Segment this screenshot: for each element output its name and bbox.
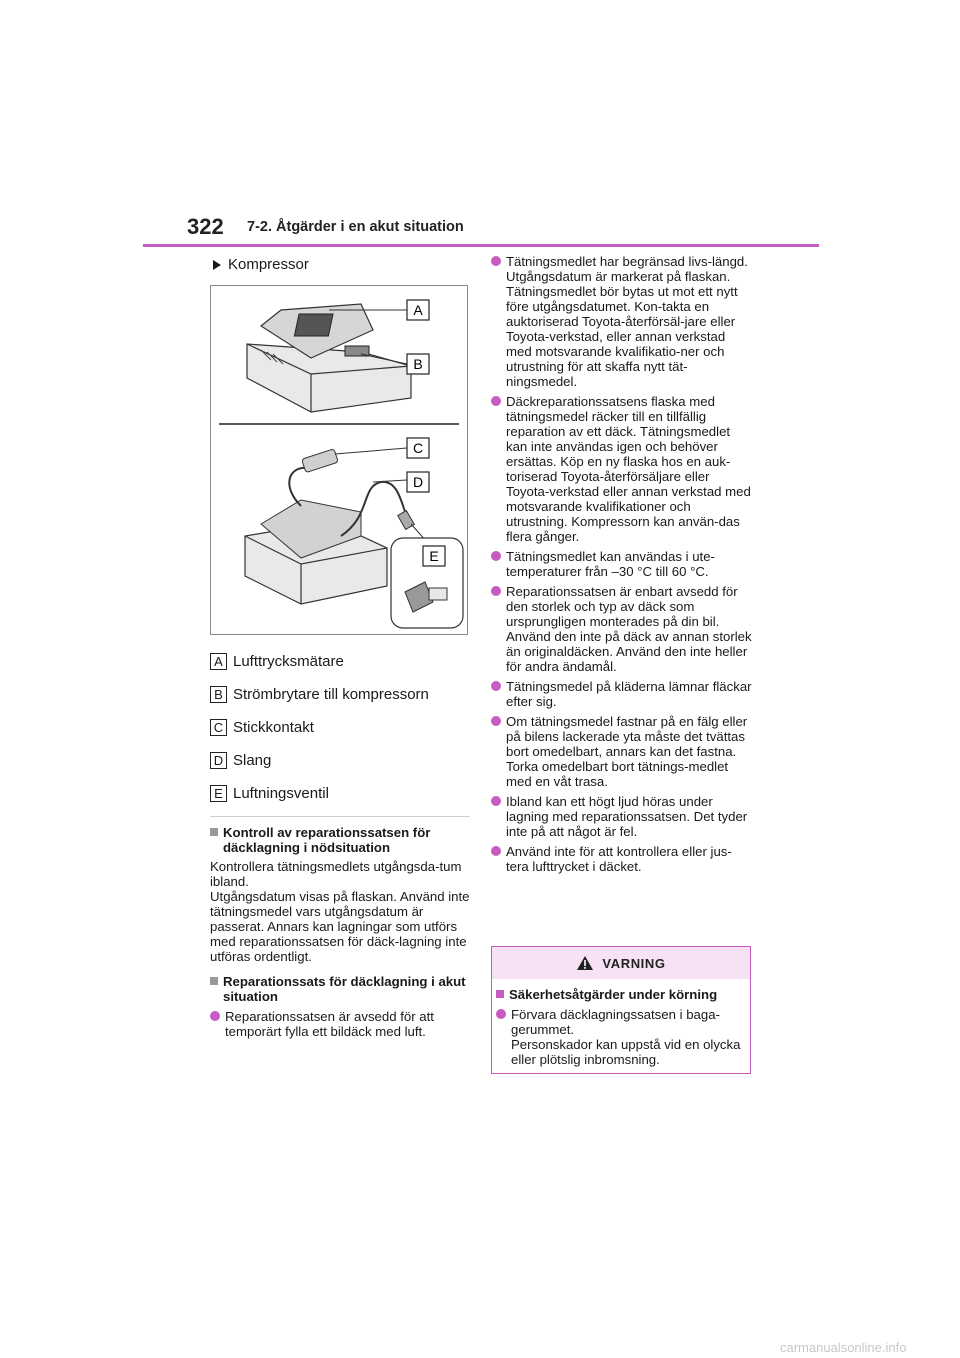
- dot-bullet-icon: [496, 1009, 506, 1019]
- legend-item: C Stickkontakt: [210, 711, 470, 744]
- dot-bullet-icon: [491, 716, 501, 726]
- list-item: Ibland kan ett högt ljud höras under lagning med reparationssatsen. Det tyder inte på att något är fel.: [491, 794, 753, 839]
- legend-badge: D: [210, 752, 227, 769]
- section-heading-repair-kit: Reparationssats för däcklagning i akut situation: [210, 974, 470, 1004]
- square-bullet-icon: [210, 828, 218, 836]
- list-item: Tätningsmedel på kläderna lämnar fläckar efter sig.: [491, 679, 753, 709]
- dot-bullet-icon: [491, 681, 501, 691]
- square-bullet-icon: [496, 990, 504, 998]
- figure-label-e: E: [429, 548, 439, 564]
- warning-title: VARNING: [602, 955, 666, 971]
- warning-box: [491, 946, 751, 1074]
- list-item: Om tätningsmedel fastnar på en fälg eller på bilens lackerade yta måste det tvättas bort omedelbart, annars kan det fastna. Torka omedelbart bort tätnings-medlet med en våt trasa.: [491, 714, 753, 789]
- warning-heading: Säkerhetsåtgärder under körning: [496, 987, 742, 1002]
- dot-bullet-icon: [491, 396, 501, 406]
- dot-bullet-icon: [491, 256, 501, 266]
- watermark: carmanualsonline.info: [780, 1340, 907, 1355]
- warning-header: [492, 947, 750, 979]
- triangle-bullet-icon: [213, 260, 221, 270]
- list-item: Använd inte för att kontrollera eller jus-tera lufttrycket i däcket.: [491, 844, 753, 874]
- section-title: 7-2. Åtgärder i en akut situation: [247, 219, 464, 235]
- page-number: 322: [187, 214, 224, 239]
- page-header: [143, 214, 819, 248]
- right-column: [491, 254, 753, 874]
- dot-bullet-icon: [210, 1011, 220, 1021]
- kit-check-paragraph: Kontrollera tätningsmedlets utgångsda-tum ibland. Utgångsdatum visas på flaskan. Använd inte tätningsmedel vars utgångsdatum är passerat. Annars kan lagningar som utförs med reparationssatsen för däck-lagning inte utföras ordentligt.: [210, 859, 470, 964]
- legend-badge: C: [210, 719, 227, 736]
- figure-label-d: D: [412, 474, 424, 490]
- list-item: Reparationssatsen är enbart avsedd för den storlek och typ av däck som ursprungligen monterades på din bil. Använd den inte på däck av annan storlek än originaldäcken. Använd den inte heller för andra ändamål.: [491, 584, 753, 674]
- section-heading-kit-check: Kontroll av reparationssatsen för däcklagning i nödsituation: [210, 825, 470, 855]
- list-item: Däckreparationssatsens flaska med tätningsmedel räcker till en tillfällig reparation av ett däck. Tätningsmedlet kan inte användas igen och behöver ersättas. Köp en ny flaska hos en auk-toriserad Toyota-återförsäljare eller Toyota-verkstad eller annan verkstad med motsvarande kvalifikationer och utrustning. Kompressorn kan använ-das flera gånger.: [491, 394, 753, 544]
- list-item: Tätningsmedlet har begränsad livs-längd. Utgångsdatum är markerat på flaskan. Tätningsmedlet bör bytas ut mot ett nytt före utgångsdatumet. Kon-takta en auktoriserad Toyota-återförsäl-jare eller Toyota-verkstad, eller annan verkstad med motsvarande kvalifikatio-ner och utrustning för att skaffa nytt tät-ningsmedel.: [491, 254, 753, 389]
- legend-badge: B: [210, 686, 227, 703]
- legend-item: E Luftningsventil: [210, 777, 470, 810]
- section-divider: [210, 816, 470, 817]
- legend-item: B Strömbrytare till kompressorn: [210, 678, 470, 711]
- header-rule: [143, 244, 819, 247]
- list-item: Reparationssatsen är avsedd för att temporärt fylla ett bildäck med luft.: [210, 1009, 470, 1039]
- figure-label-b: B: [413, 356, 423, 372]
- figure-label-a: A: [413, 302, 423, 318]
- dot-bullet-icon: [491, 796, 501, 806]
- dot-bullet-icon: [491, 846, 501, 856]
- legend-badge: E: [210, 785, 227, 802]
- list-item: Tätningsmedlet kan användas i ute-temperaturer från –30 °C till 60 °C.: [491, 549, 753, 579]
- list-item: Förvara däcklagningssatsen i baga-gerummet. Personskador kan uppstå vid en olycka eller plötslig inbromsning.: [496, 1007, 742, 1067]
- compressor-figure: [210, 285, 468, 635]
- left-column: [210, 254, 470, 1039]
- dot-bullet-icon: [491, 551, 501, 561]
- warning-triangle-icon: [576, 955, 594, 971]
- square-bullet-icon: [210, 977, 218, 985]
- legend-badge: A: [210, 653, 227, 670]
- legend-item: D Slang: [210, 744, 470, 777]
- figure-legend: [210, 645, 470, 810]
- dot-bullet-icon: [491, 586, 501, 596]
- compressor-illustration: [211, 286, 467, 634]
- figure-label-c: C: [412, 440, 424, 456]
- compressor-heading: Kompressor: [213, 256, 470, 273]
- legend-item: A Lufttrycksmätare: [210, 645, 470, 678]
